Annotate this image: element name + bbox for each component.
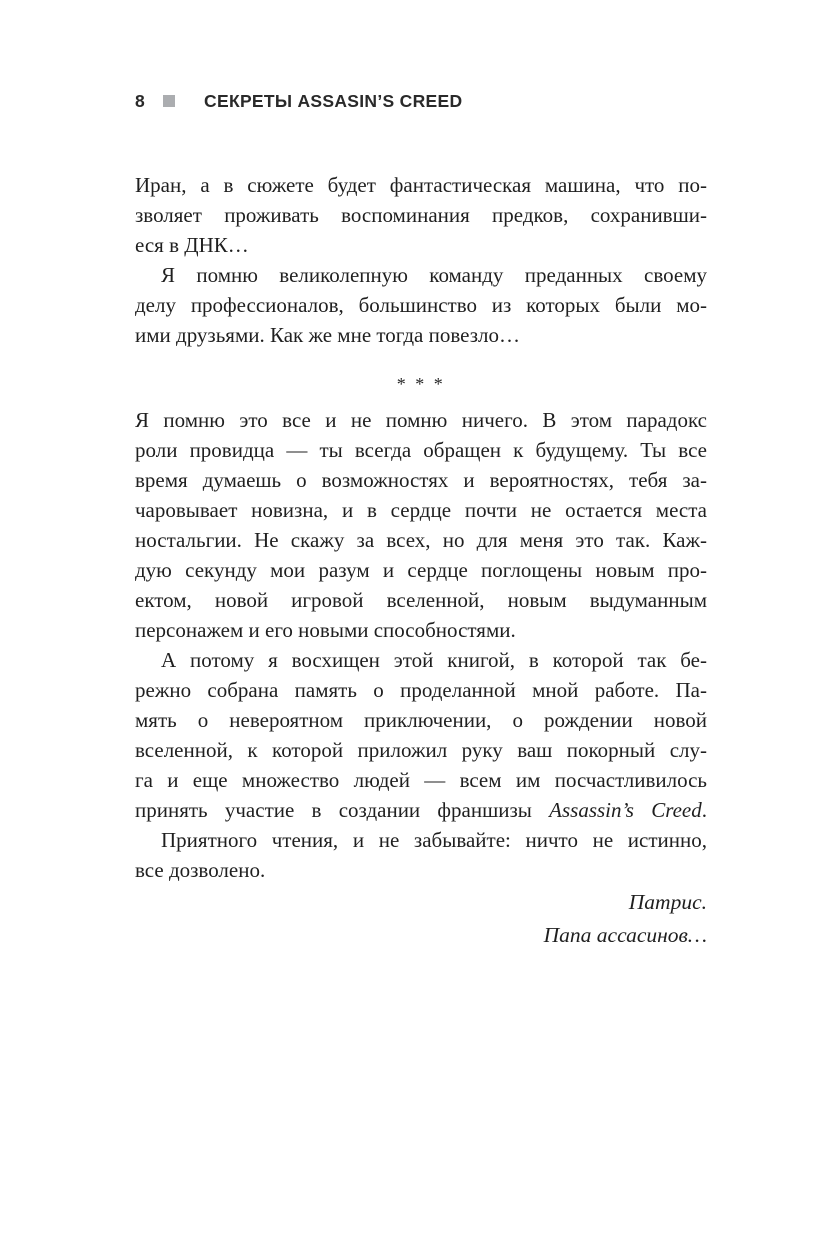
text-line: делу профессионалов, большинство из которых были мо- [135, 293, 707, 317]
text-line: персонажем и его новыми способностями. [135, 618, 516, 642]
text-line [135, 795, 707, 825]
section-separator: * * * [396, 374, 446, 394]
signature [135, 886, 707, 952]
text-line: вселенной, к которой приложил руку ваш покорный слу- [135, 738, 707, 762]
text-line: режно собрана память о проделанной мной работе. Па- [135, 678, 707, 702]
paragraph [135, 170, 707, 260]
text-line: Иран, а в сюжете будет фантастическая машина, что по- [135, 173, 707, 197]
paragraph [135, 405, 707, 645]
body-text [135, 0, 707, 1252]
text-line: чаровывает новизна, и в сердце почти не остается места [135, 498, 707, 522]
text-line: дую секунду мои разум и сердце поглощены новым про- [135, 558, 707, 582]
page-number: 8 [135, 91, 146, 111]
text-line: га и еще множество людей — всем им посчастливилось [135, 768, 707, 792]
text-line: все дозволено. [135, 858, 266, 882]
text-line: Я помню это все и не помню ничего. В этом парадокс [135, 408, 707, 432]
text-line: ностальгии. Не скажу за всех, но для меня это так. Каж- [135, 528, 707, 552]
text-segment: принять участие в создании франшизы [135, 798, 550, 822]
text-line: время думаешь о возможностях и вероятностях, тебя за- [135, 468, 707, 492]
signature-line: Патрис. [628, 890, 707, 914]
text-segment: . [701, 798, 708, 822]
text-line: ими друзьями. Как же мне тогда повезло… [135, 323, 520, 347]
paragraph [135, 645, 707, 825]
paragraph [135, 260, 707, 350]
text-line: роли провидца — ты всегда обращен к будущему. Ты все [135, 438, 707, 462]
text-line: А потому я восхищен этой книгой, в которой так бе- [161, 648, 707, 672]
text-line: еся в ДНК… [135, 233, 249, 257]
paragraph [135, 825, 707, 885]
text-line: Я помню великолепную команду преданных своему [161, 263, 707, 287]
text-line: Приятного чтения, и не забывайте: ничто не истинно, [161, 828, 707, 852]
text-line: мять о невероятном приключении, о рождении новой [135, 708, 707, 732]
text-line: зволяет проживать воспоминания предков, сохранивши- [135, 203, 707, 227]
text-line: ектом, новой игровой вселенной, новым выдуманным [135, 588, 707, 612]
running-title: СЕКРЕТЫ ASSASIN’S CREED [204, 91, 463, 111]
signature-line: Папа ассасинов… [543, 923, 707, 947]
franchise-title-italic: Assassin’s Creed [549, 798, 702, 822]
